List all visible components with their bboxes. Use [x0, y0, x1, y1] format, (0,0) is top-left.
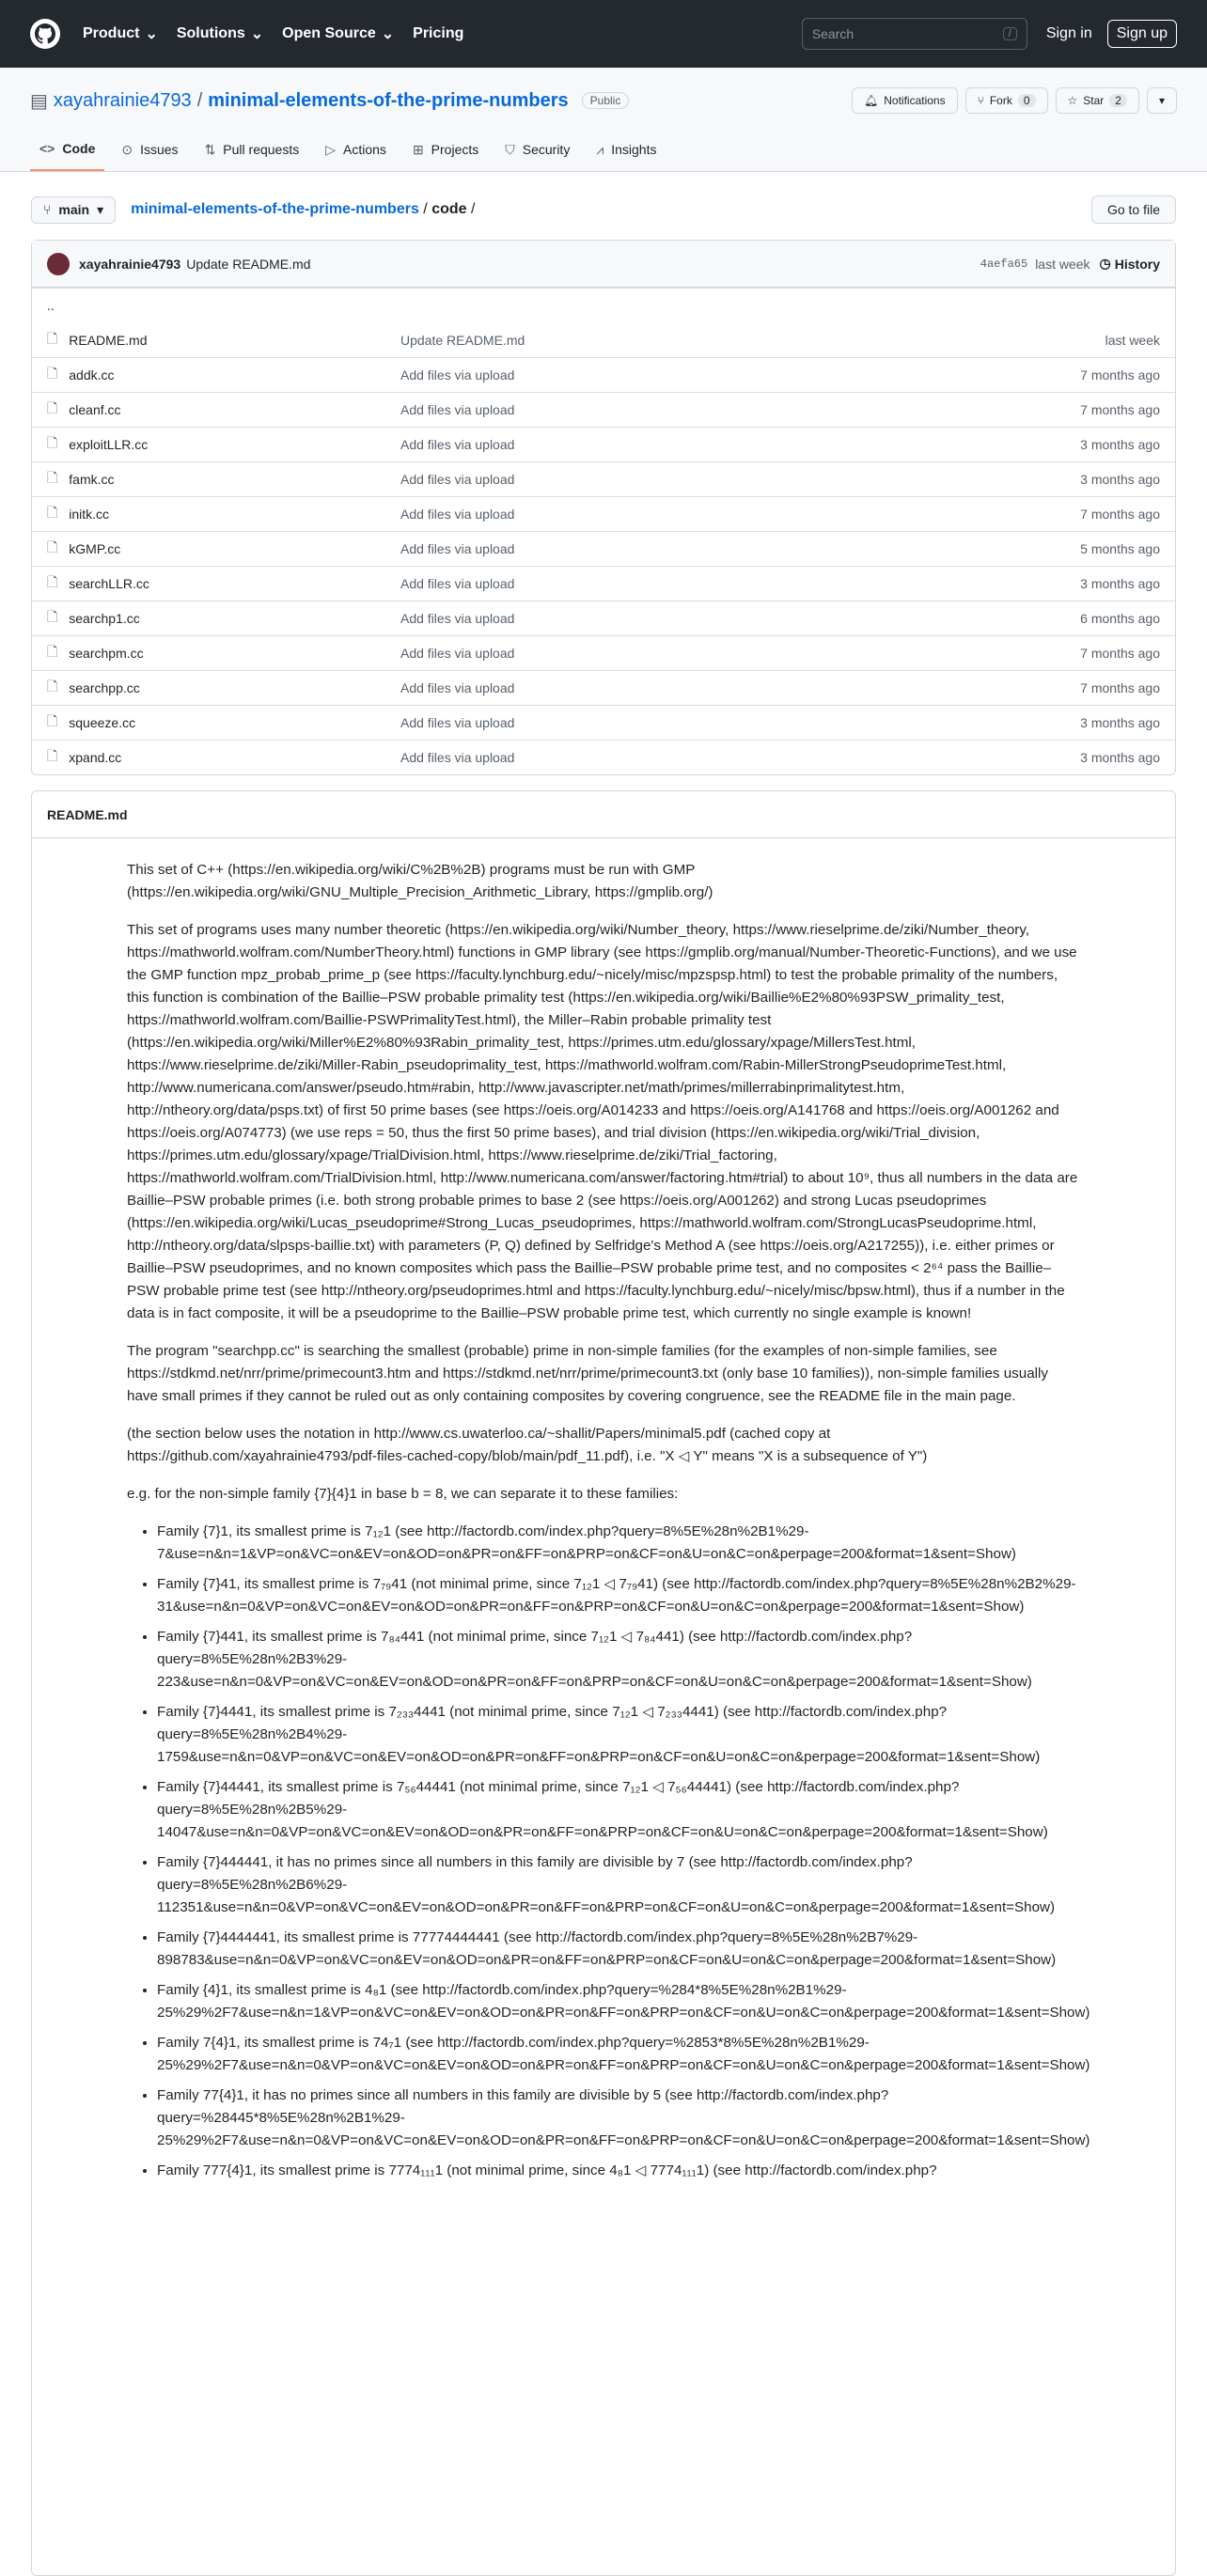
breadcrumb-separator: / — [471, 201, 476, 217]
file-name[interactable] — [47, 572, 400, 595]
tab-security[interactable] — [495, 132, 579, 171]
tab-label: Actions — [343, 142, 386, 157]
notifications-button[interactable] — [852, 87, 958, 114]
fork-icon: ⑂ — [977, 94, 984, 107]
title-separator: / — [196, 89, 203, 111]
file-icon: 🗋︎ — [47, 366, 58, 381]
branch-selector[interactable] — [31, 196, 116, 224]
file-age: 3 months ago — [1080, 750, 1160, 765]
chevron-down-icon: ▾ — [97, 201, 104, 217]
readme-body — [32, 838, 1175, 2182]
tab-projects[interactable] — [403, 132, 488, 171]
file-icon: 🗋︎ — [47, 435, 58, 450]
list-item: • Family {7}44441, its smallest prime is 7₅₆44441 (not minimal prime, since 7₁₂1 ◁ 7₅₆44441) (see http://factordb.com/index.php?query=8%5E%28n%2B5%29-14047&use=n&n=0&VP=on&VC=on&EV=on&OD=on&PR=on&FF=on&PRP=on&CF=on&U=on&C=on&perpage=200&format=1&sent=Show) — [157, 1776, 1083, 1844]
file-commit-message[interactable]: Add files via upload — [400, 576, 515, 591]
go-to-file-button[interactable]: Go to file — [1091, 195, 1176, 224]
file-name-text: cleanf.cc — [69, 402, 121, 417]
list-item: • Family {4}1, its smallest prime is 4₈1 (see http://factordb.com/index.php?query=%284*8%5E%28n%2B1%29-25%29%2F7&use=n&n=1&VP=on&VC=on&EV=on&OD=on&PR=on&FF=on&PRP=on&CF=on&U=on&C=on&perpage=200&format=1&sent=Show) — [157, 1979, 1083, 2024]
file-name-text: addk.cc — [69, 367, 115, 382]
file-name-text: searchpm.cc — [69, 646, 144, 661]
file-age: 7 months ago — [1080, 402, 1160, 417]
bell-icon: 🔔︎ — [864, 94, 879, 107]
file-name[interactable] — [47, 607, 400, 630]
branch-icon: ⑂ — [43, 202, 52, 217]
table-row[interactable] — [32, 461, 1175, 496]
parent-directory-row[interactable] — [32, 288, 1175, 322]
file-name-text: searchpp.cc — [69, 680, 140, 695]
avatar[interactable] — [47, 253, 70, 275]
breadcrumb — [131, 201, 475, 218]
star-dropdown-button[interactable] — [1147, 87, 1177, 114]
file-name[interactable] — [47, 329, 400, 351]
readme-panel — [31, 790, 1176, 2576]
file-commit-message[interactable]: Add files via upload — [400, 611, 515, 626]
file-icon: 🗋︎ — [47, 574, 58, 589]
breadcrumb-current-dir: code — [431, 201, 467, 217]
list-item: • Family {7}4444441, its smallest prime is 77774444441 (see http://factordb.com/index.php?query=8%5E%28n%2B7%29-898783&use=n&n=0&VP=on&VC=on&EV=on&OD=on&PR=on&FF=on&PRP=on&CF=on&U=on&C=on&perpage=200&format=1&sent=Show) — [157, 1927, 1083, 1972]
play-icon: ▷ — [325, 141, 337, 157]
nav-label: Solutions — [176, 25, 245, 41]
readme-paragraph: (the section below uses the notation in http://www.cs.uwaterloo.ca/~shallit/Papers/minimal5.pdf (cached copy at https://github.com/xayahrainie4793/pdf-files-cached-copy/blob/main/pdf_11.pdf), i.e. "X ◁ Y" means "X is a subsequence of Y") — [127, 1426, 928, 1464]
parent-directory-link[interactable]: .. — [47, 298, 55, 313]
table-row[interactable] — [32, 566, 1175, 601]
chevron-down-icon: ▾ — [1158, 94, 1165, 107]
tab-code[interactable] — [30, 132, 104, 171]
nav-label: Product — [83, 25, 140, 41]
readme-paragraph: The program "searchpp.cc" is searching the smallest (probable) prime in non-simple families (for the examples of non-simple families, see https://stdkmd.net/nrr/prime/primecount3.htm and https://stdkmd.net/nrr/prime/primecount3.txt (only base 10 families)), non-simple families usually have small primes if they cannot be ruled out as only containing composites by covering congruence, see the README file in the main page. — [127, 1343, 1048, 1404]
file-name-text: initk.cc — [69, 507, 110, 522]
search-placeholder: Search — [811, 26, 854, 41]
table-row[interactable] — [32, 705, 1175, 740]
file-name[interactable] — [47, 746, 400, 769]
latest-commit-bar — [32, 241, 1175, 288]
repo-owner-link[interactable]: xayahrainie4793 — [53, 89, 192, 111]
branch-name: main — [58, 202, 90, 217]
file-age: 7 months ago — [1080, 680, 1160, 695]
file-age: 7 months ago — [1080, 646, 1160, 661]
file-age: 3 months ago — [1080, 715, 1160, 730]
file-icon: 🗋︎ — [47, 330, 58, 346]
tab-label: Issues — [140, 142, 179, 157]
clock-icon: ◷ — [1099, 256, 1111, 271]
tab-label: Security — [522, 142, 571, 157]
table-row[interactable] — [32, 740, 1175, 774]
chevron-down-icon: ⌄ — [381, 26, 395, 42]
file-icon: 🗋︎ — [47, 505, 58, 520]
file-commit-message[interactable]: Add files via upload — [400, 507, 515, 522]
file-icon: 🗋︎ — [47, 400, 58, 415]
notifications-label: Notifications — [884, 94, 946, 107]
file-name-text: kGMP.cc — [69, 541, 121, 556]
file-name[interactable] — [47, 677, 400, 699]
history-button[interactable] — [1100, 256, 1160, 272]
shield-icon: ⛉ — [505, 141, 515, 157]
code-icon: <> — [39, 141, 55, 156]
file-age: 5 months ago — [1080, 541, 1160, 556]
file-name[interactable] — [47, 711, 400, 734]
table-row[interactable] — [32, 427, 1175, 461]
nav-open-source[interactable] — [282, 24, 394, 43]
tab-label: Insights — [611, 142, 657, 157]
tab-issues[interactable] — [112, 132, 187, 171]
commit-sha[interactable]: 4aefa65 — [980, 257, 1028, 271]
search-input[interactable] — [802, 18, 1027, 50]
file-age: last week — [1105, 332, 1160, 348]
file-icon: 🗋︎ — [47, 644, 58, 659]
file-age: 3 months ago — [1080, 437, 1160, 452]
table-row[interactable] — [32, 322, 1175, 357]
repo-header — [0, 68, 1207, 172]
table-row[interactable] — [32, 670, 1175, 705]
family-list — [127, 1521, 1090, 2182]
history-label: History — [1114, 256, 1160, 272]
list-item: • Family 777{4}1, its smallest prime is 7774₁₁₁1 (not minimal prime, since 4₈1 ◁ 7774₁₁₁1) (see http://factordb.com/index.php? — [157, 2160, 1083, 2182]
repo-icon: ▤ — [30, 90, 48, 112]
file-name[interactable] — [47, 538, 400, 560]
github-logo-icon[interactable] — [30, 19, 60, 49]
file-age: 6 months ago — [1080, 611, 1160, 626]
readme-paragraph: e.g. for the non-simple family {7}{4}1 in base b = 8, we can separate it to these families: — [127, 1486, 679, 1502]
top-nav — [83, 24, 463, 43]
file-commit-message[interactable]: Add files via upload — [400, 541, 515, 556]
file-age: 3 months ago — [1080, 576, 1160, 591]
file-commit-message[interactable]: Add files via upload — [400, 472, 515, 487]
list-item: • Family {7}441, its smallest prime is 7₈₄441 (not minimal prime, since 7₁₂1 ◁ 7₈₄441) (see http://factordb.com/index.php?query=8%5E%28n%2B3%29-223&use=n&n=0&VP=on&VC=on&EV=on&OD=on&PR=on&FF=on&PRP=on&CF=on&U=on&C=on&perpage=200&format=1&sent=Show) — [157, 1626, 1083, 1694]
file-commit-message[interactable]: Update README.md — [400, 332, 525, 348]
file-name[interactable] — [47, 398, 400, 421]
chevron-down-icon: ⌄ — [145, 26, 158, 42]
list-item: • Family 7{4}1, its smallest prime is 74₇1 (see http://factordb.com/index.php?query=%2853*8%5E%28n%2B1%29-25%29%2F7&use=n&n=0&VP=on&VC=on&EV=on&OD=on&PR=on&FF=on&PRP=on&CF=on&U=on&C=on&perpage=200&format=1&sent=Show) — [157, 2032, 1083, 2077]
file-name[interactable] — [47, 364, 400, 386]
breadcrumb-repo-link[interactable]: minimal-elements-of-the-prime-numbers — [131, 201, 419, 217]
list-item: • Family {7}4441, its smallest prime is 7₂₃₃4441 (not minimal prime, since 7₁₂1 ◁ 7₂₃₃4441) (see http://factordb.com/index.php?query=8%5E%28n%2B4%29-1759&use=n&n=0&VP=on&VC=on&EV=on&OD=on&PR=on&FF=on&PRP=on&CF=on&U=on&C=on&perpage=200&format=1&sent=Show) — [157, 1701, 1083, 1769]
fork-label: Fork — [989, 94, 1012, 107]
list-item: • Family {7}1, its smallest prime is 7₁₂1 (see http://factordb.com/index.php?query=8%5E%28n%2B1%29-7&use=n&n=1&VP=on&VC=on&EV=on&OD=on&PR=on&FF=on&PRP=on&CF=on&U=on&C=on&perpage=200&format=1&sent=Show) — [157, 1521, 1083, 1566]
file-commit-message[interactable]: Add files via upload — [400, 680, 515, 695]
nav-pricing[interactable] — [413, 24, 463, 43]
star-button[interactable] — [1056, 87, 1139, 114]
file-name[interactable] — [47, 433, 400, 456]
graph-icon: ⩘ — [596, 141, 604, 157]
list-item: • Family {7}41, its smallest prime is 7₇₉41 (not minimal prime, since 7₁₂1 ◁ 7₇₉41) (see http://factordb.com/index.php?query=8%5E%28n%2B2%29-31&use=n&n=0&VP=on&VC=on&EV=on&OD=on&PR=on&FF=on&PRP=on&CF=on&U=on&C=on&perpage=200&format=1&sent=Show) — [157, 1573, 1083, 1618]
chevron-down-icon: ⌄ — [250, 26, 264, 42]
tab-pull-requests[interactable] — [196, 132, 309, 171]
file-name-text: exploitLLR.cc — [69, 437, 149, 452]
file-name[interactable] — [47, 468, 400, 491]
commit-age: last week — [1035, 256, 1090, 272]
readme-title: README.md — [32, 791, 1175, 838]
fork-button[interactable] — [965, 87, 1048, 114]
table-row[interactable] — [32, 392, 1175, 427]
commit-author[interactable]: xayahrainie4793 — [79, 256, 181, 272]
table-row[interactable] — [32, 531, 1175, 566]
file-name-text: searchLLR.cc — [69, 576, 149, 591]
readme-paragraph: This set of C++ (https://en.wikipedia.org/wiki/C%2B%2B) programs must be run with GMP (https://en.wikipedia.org/wiki/GNU_Multiple_Precision_Arithmetic_Library, https://gmplib.org/) — [127, 862, 713, 900]
list-item: • Family 77{4}1, it has no primes since all numbers in this family are divisible by 5 (see http://factordb.com/index.php?query=%28445*8%5E%28n%2B1%29-25%29%2F7&use=n&n=0&VP=on&VC=on&EV=on&OD=on&PR=on&FF=on&PRP=on&CF=on&U=on&C=on&perpage=200&format=1&sent=Show) — [157, 2084, 1083, 2152]
file-commit-message[interactable]: Add files via upload — [400, 715, 515, 730]
repo-title — [30, 89, 629, 113]
nav-solutions[interactable] — [177, 24, 263, 43]
file-icon: 🗋︎ — [47, 713, 58, 728]
search-shortcut-key: / — [1003, 27, 1017, 40]
breadcrumb-separator: / — [423, 201, 428, 217]
star-icon: ☆ — [1067, 94, 1078, 107]
fork-count: 0 — [1018, 94, 1036, 107]
file-name-text: searchp1.cc — [69, 611, 140, 626]
nav-product[interactable] — [83, 24, 158, 43]
file-name[interactable] — [47, 642, 400, 664]
pull-request-icon: ⇅ — [204, 141, 216, 157]
file-name-text: README.md — [69, 332, 148, 348]
tab-label: Code — [62, 141, 96, 156]
file-icon: 🗋︎ — [47, 470, 58, 485]
tab-insights[interactable] — [587, 132, 666, 171]
file-commit-message[interactable]: Add files via upload — [400, 750, 515, 765]
file-name-text: squeeze.cc — [69, 715, 136, 730]
nav-label: Pricing — [413, 25, 464, 41]
star-label: Star — [1083, 94, 1105, 107]
file-commit-message[interactable]: Add files via upload — [400, 646, 515, 661]
table-row[interactable] — [32, 357, 1175, 392]
file-age: 7 months ago — [1080, 507, 1160, 522]
repo-name-link[interactable]: minimal-elements-of-the-prime-numbers — [208, 89, 569, 111]
table-row[interactable] — [32, 496, 1175, 531]
readme-paragraph: This set of programs uses many number theoretic (https://en.wikipedia.org/wiki/Number_theory, https://www.rieselprime.de/ziki/Number_theory, https://mathworld.wolfram.com/NumberTheory.html) functions in GMP library (see https://gmplib.org/manual/Number-Theoretic-Functions), and we use the GMP function mpz_probab_prime_p (see https://faculty.lynchburg.edu/~nicely/misc/mpzspsp.html) to test the probable primality of the numbers, this function is combination of the Baillie–PSW probable primality test (https://en.wikipedia.org/wiki/Baillie%E2%80%93PSW_primality_test, https://mathworld.wolfram.com/Baillie-PSWPrimalityTest.html), the Miller–Rabin probable primality test (https://en.wikipedia.org/wiki/Miller%E2%80%93Rabin_primality_test, https://primes.utm.edu/glossary/xpage/MillersTest.html, https://www.rieselprime.de/ziki/Miller-Rabin_pseudoprimality_test, https://mathworld.wolfram.com/Rabin-MillerStrongPseudoprimeTest.html, http://www.numericana.com/answer/pseudo.htm#rabin, http://www.javascripter.net/math/primes/millerrabinprimalitytest.htm, http://ntheory.org/data/psps.txt) of first 50 prime bases (see https://oeis.org/A014233 and https://oeis.org/A141768 and https://oeis.org/A001262 and https://oeis.org/A074773) (we use reps = 50, thus the first 50 prime bases), and trial division (https://en.wikipedia.org/wiki/Trial_division, https://primes.utm.edu/glossary/xpage/TrialDivision.html, https://www.rieselprime.de/ziki/Trial_factoring, https://mathworld.wolfram.com/TrialDivision.html, http://www.numericana.com/answer/factoring.htm#trial) to about 10⁹, thus all numbers in the data are Baillie–PSW probable primes (i.e. both strong probable primes to base 2 (see https://oeis.org/A001262) and strong Lucas pseudoprimes (https://en.wikipedia.org/wiki/Lucas_pseudoprime#Strong_Lucas_pseudoprimes, https://mathworld.wolfram.com/StrongLucasPseudoprime.html, http://ntheory.org/data/slpsps-baillie.txt) with parameters (P, Q) defined by Selfridge's Method A (see https://oeis.org/A217255)), i.e. either primes or Baillie–PSW pseudoprimes, and no known composites which pass the Baillie–PSW probable prime test, and no composites < 2⁶⁴ pass the Baillie–PSW probable prime test (see http://ntheory.org/pseudoprimes.html and https://faculty.lynchburg.edu/~nicely/misc/bpsw.html), thus if a number in the data is in fact composite, it will be a pseudoprime to the Baillie–PSW probable prime test, which currently no single example is known! — [127, 922, 1078, 1321]
file-name-text: famk.cc — [69, 472, 115, 487]
file-commit-message[interactable]: Add files via upload — [400, 402, 515, 417]
star-count: 2 — [1109, 94, 1127, 107]
file-icon: 🗋︎ — [47, 609, 58, 624]
table-row[interactable] — [32, 635, 1175, 670]
tab-actions[interactable] — [316, 132, 396, 171]
file-age: 7 months ago — [1080, 367, 1160, 382]
tab-label: Pull requests — [223, 142, 300, 157]
commit-message[interactable]: Update README.md — [186, 256, 311, 272]
file-icon: 🗋︎ — [47, 679, 58, 694]
file-commit-message[interactable]: Add files via upload — [400, 437, 515, 452]
site-header — [0, 0, 1207, 68]
file-icon: 🗋︎ — [47, 748, 58, 763]
nav-label: Open Source — [282, 25, 376, 41]
file-list — [31, 240, 1176, 775]
file-commit-message[interactable]: Add files via upload — [400, 367, 515, 382]
sign-in-link[interactable]: Sign in — [1045, 25, 1092, 41]
file-name-text: xpand.cc — [69, 750, 122, 765]
file-age: 3 months ago — [1080, 472, 1160, 487]
tab-label: Projects — [431, 142, 479, 157]
file-icon: 🗋︎ — [47, 539, 58, 554]
repo-tabs — [30, 132, 1177, 171]
issue-icon: ⊙ — [121, 141, 133, 157]
visibility-badge: Public — [582, 92, 630, 109]
file-name[interactable] — [47, 503, 400, 525]
sign-up-button[interactable]: Sign up — [1107, 20, 1177, 48]
table-icon: ⊞ — [412, 141, 424, 157]
list-item: • Family {7}444441, it has no primes since all numbers in this family are divisible by 7 (see http://factordb.com/index.php?query=8%5E%28n%2B6%29-112351&use=n&n=0&VP=on&VC=on&EV=on&OD=on&PR=on&FF=on&PRP=on&CF=on&U=on&C=on&perpage=200&format=1&sent=Show) — [157, 1851, 1083, 1919]
table-row[interactable] — [32, 601, 1175, 635]
